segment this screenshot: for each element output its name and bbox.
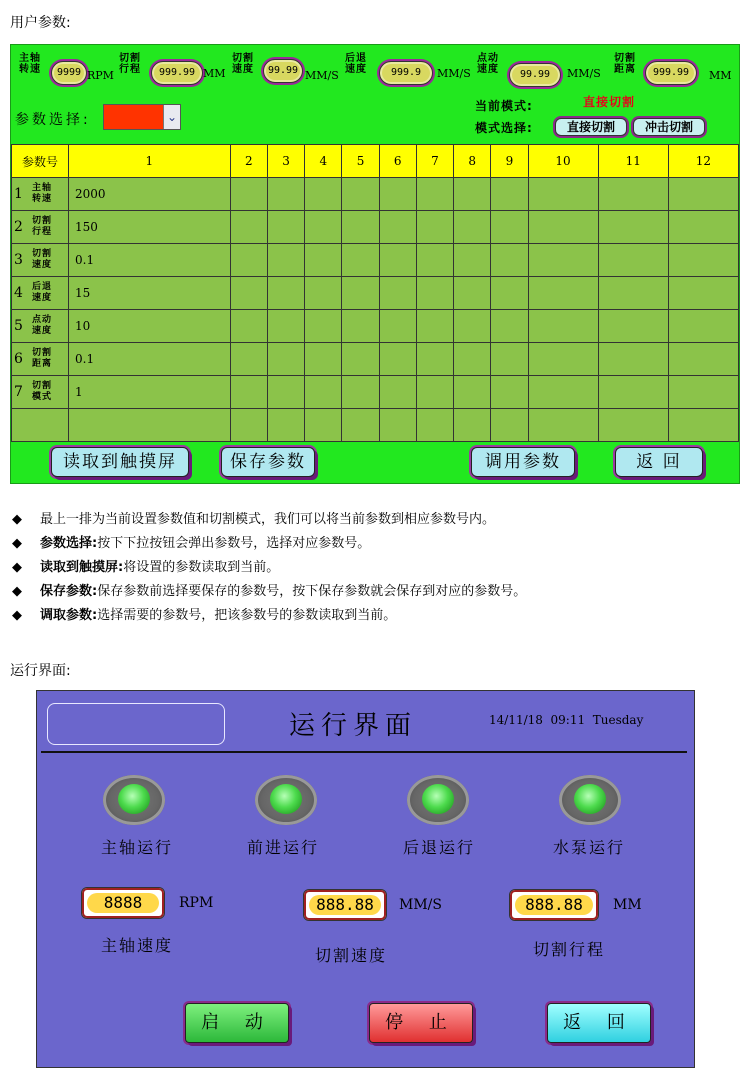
row-label-cell	[12, 376, 69, 409]
table-cell[interactable]	[491, 277, 528, 310]
table-cell[interactable]	[528, 244, 598, 277]
table-cell[interactable]	[230, 409, 267, 442]
row-number: 6	[14, 351, 23, 367]
back-button[interactable]: 返 回	[547, 1003, 651, 1043]
retreat-speed-input[interactable]: 999.9	[379, 61, 433, 85]
table-header-row	[12, 145, 739, 178]
table-row[interactable]	[12, 277, 739, 310]
user-params-panel	[10, 44, 740, 484]
table-cell[interactable]	[267, 211, 304, 244]
table-cell[interactable]	[230, 244, 267, 277]
table-header-cell: 11	[598, 145, 668, 178]
param-label-cut-speed: 切割 速度	[232, 53, 254, 75]
table-cell[interactable]	[668, 244, 738, 277]
diamond-bullet-icon: ◆	[12, 536, 22, 551]
table-cell[interactable]	[267, 178, 304, 211]
table-cell[interactable]	[491, 376, 528, 409]
table-cell[interactable]	[267, 310, 304, 343]
row-label-cell	[12, 277, 69, 310]
current-mode-value: 直接切割	[583, 95, 636, 109]
param-label-retreat-speed: 后退 速度	[345, 53, 367, 75]
row-label-cell	[12, 244, 69, 277]
table-cell[interactable]	[528, 376, 598, 409]
logo-box	[47, 703, 225, 745]
table-cell[interactable]	[305, 343, 342, 376]
row-param-name: 切割 距离	[32, 348, 53, 369]
cell-value: 1	[75, 385, 83, 399]
table-cell[interactable]	[342, 310, 379, 343]
table-cell[interactable]	[491, 211, 528, 244]
indicator-label: 主轴运行	[101, 838, 174, 857]
stop-button[interactable]: 停 止	[369, 1003, 473, 1043]
table-cell[interactable]	[598, 376, 668, 409]
table-cell[interactable]	[416, 178, 453, 211]
table-header-cell: 10	[528, 145, 598, 178]
diamond-bullet-icon: ◆	[12, 608, 22, 623]
indicator-label: 水泵运行	[553, 838, 626, 857]
table-cell[interactable]	[342, 376, 379, 409]
table-cell[interactable]	[598, 211, 668, 244]
table-header-cell: 3	[267, 145, 304, 178]
table-cell[interactable]	[454, 343, 491, 376]
table-cell[interactable]	[69, 211, 231, 244]
table-cell[interactable]	[305, 277, 342, 310]
param-label-cut-distance: 切割 距离	[614, 53, 636, 75]
table-cell[interactable]	[598, 178, 668, 211]
table-cell[interactable]	[416, 244, 453, 277]
start-button[interactable]: 启 动	[185, 1003, 289, 1043]
unit-mm: MM	[203, 67, 226, 80]
table-cell[interactable]	[379, 211, 416, 244]
table-header-cell: 7	[416, 145, 453, 178]
row-number: 1	[14, 186, 23, 202]
table-cell[interactable]	[491, 178, 528, 211]
table-cell[interactable]	[342, 244, 379, 277]
table-cell[interactable]	[267, 376, 304, 409]
table-cell[interactable]	[230, 310, 267, 343]
table-cell[interactable]	[598, 343, 668, 376]
table-cell[interactable]	[379, 277, 416, 310]
table-row[interactable]	[12, 376, 739, 409]
table-cell[interactable]	[305, 211, 342, 244]
chevron-down-icon[interactable]: ⌄	[163, 105, 180, 129]
param-select-dropdown[interactable]	[103, 104, 181, 130]
row-label-cell	[12, 310, 69, 343]
table-cell[interactable]	[454, 409, 491, 442]
datetime-display: 14/11/18 09:11 Tuesday	[489, 713, 644, 727]
table-cell[interactable]	[491, 343, 528, 376]
unit-mm-s: MM/S	[399, 897, 442, 913]
retreat-run-indicator-icon	[407, 775, 469, 825]
list-item: ◆ 读取到触摸屏:将设置的参数读取到当前。	[12, 556, 742, 580]
table-header-cell: 6	[379, 145, 416, 178]
cell-value: 0.1	[75, 253, 95, 267]
table-cell[interactable]	[69, 409, 231, 442]
row-number: 3	[14, 252, 23, 268]
table-cell[interactable]	[305, 310, 342, 343]
row-param-name: 切割 行程	[32, 216, 53, 237]
mode-select-label: 模式选择:	[475, 121, 533, 135]
table-cell[interactable]	[379, 244, 416, 277]
table-cell[interactable]	[416, 277, 453, 310]
table-cell[interactable]	[342, 343, 379, 376]
table-cell[interactable]	[416, 211, 453, 244]
table-cell[interactable]	[668, 277, 738, 310]
row-param-name: 主轴 转速	[32, 183, 53, 204]
current-mode-label: 当前模式:	[475, 99, 533, 113]
cell-value: 2000	[75, 187, 106, 201]
indicator-label: 前进运行	[247, 838, 320, 857]
table-cell[interactable]	[342, 211, 379, 244]
diamond-bullet-icon: ◆	[12, 584, 22, 599]
table-cell[interactable]	[528, 343, 598, 376]
table-cell[interactable]	[305, 409, 342, 442]
cut-distance-input[interactable]: 999.99	[645, 61, 697, 85]
table-cell[interactable]	[379, 310, 416, 343]
indicator-label: 后退运行	[403, 838, 476, 857]
cut-speed-input[interactable]: 99.99	[263, 59, 303, 83]
section-title-user-params: 用户参数:	[10, 15, 71, 31]
table-cell[interactable]	[454, 244, 491, 277]
param-label-jog-speed: 点动 速度	[477, 53, 499, 75]
save-params-button[interactable]: 保存参数	[221, 447, 315, 477]
table-cell[interactable]	[668, 376, 738, 409]
table-cell[interactable]	[230, 343, 267, 376]
table-header-cell: 4	[305, 145, 342, 178]
unit-mm: MM	[613, 897, 642, 913]
table-cell[interactable]	[668, 310, 738, 343]
table-cell[interactable]	[69, 244, 231, 277]
table-cell[interactable]	[528, 277, 598, 310]
table-cell[interactable]	[528, 178, 598, 211]
table-cell[interactable]	[69, 343, 231, 376]
row-param-name: 后退 速度	[32, 282, 53, 303]
table-cell[interactable]	[454, 277, 491, 310]
row-label-cell	[12, 178, 69, 211]
table-cell[interactable]	[230, 277, 267, 310]
cut-stroke-input[interactable]: 999.99	[151, 61, 203, 85]
table-header-cell: 1	[69, 145, 231, 178]
unit-rpm: RPM	[87, 69, 114, 82]
row-label-cell	[12, 343, 69, 376]
table-cell[interactable]	[454, 211, 491, 244]
table-cell[interactable]	[454, 310, 491, 343]
diamond-bullet-icon: ◆	[12, 512, 22, 527]
run-screen-panel	[36, 690, 695, 1068]
readout-label: 切割速度	[315, 946, 388, 965]
row-param-name: 点动 速度	[32, 315, 53, 336]
table-cell[interactable]	[528, 211, 598, 244]
table-cell[interactable]	[598, 310, 668, 343]
load-params-button[interactable]: 调用参数	[471, 447, 575, 477]
table-cell[interactable]	[598, 244, 668, 277]
row-param-name: 切割 速度	[32, 249, 53, 270]
table-cell[interactable]	[491, 310, 528, 343]
spindle-speed-input[interactable]: 9999	[51, 61, 87, 85]
table-cell[interactable]	[416, 343, 453, 376]
param-select-label: 参数选择:	[15, 112, 91, 128]
row-number: 7	[14, 384, 23, 400]
forward-run-indicator-icon	[255, 775, 317, 825]
cut-speed-readout: 888.88	[303, 889, 387, 921]
direct-cut-button[interactable]: 直接切割	[555, 118, 627, 136]
table-cell[interactable]	[230, 376, 267, 409]
table-cell[interactable]	[342, 277, 379, 310]
table-cell[interactable]	[267, 277, 304, 310]
impact-cut-button[interactable]: 冲击切割	[633, 118, 705, 136]
table-cell[interactable]	[598, 277, 668, 310]
row-number: 5	[14, 318, 23, 334]
unit-mm-s: MM/S	[305, 69, 339, 82]
table-row[interactable]	[12, 310, 739, 343]
list-item: ◆ 最上一排为当前设置参数值和切割模式，我们可以将当前参数到相应参数号内。	[12, 508, 742, 532]
table-cell[interactable]	[379, 376, 416, 409]
table-cell[interactable]	[69, 376, 231, 409]
table-cell[interactable]	[305, 376, 342, 409]
cell-value: 15	[75, 286, 91, 300]
unit-rpm: RPM	[179, 895, 214, 911]
param-label-spindle-speed: 主轴 转速	[19, 53, 41, 75]
readout-label: 切割行程	[533, 940, 606, 959]
table-header-cell: 5	[342, 145, 379, 178]
table-cell[interactable]	[230, 178, 267, 211]
list-item: ◆ 参数选择:按下下拉按钮会弹出参数号，选择对应参数号。	[12, 532, 742, 556]
list-item: ◆ 保存参数:保存参数前选择要保存的参数号，按下保存参数就会保存到对应的参数号。	[12, 580, 742, 604]
table-cell[interactable]	[379, 409, 416, 442]
spindle-speed-readout: 8888	[81, 887, 165, 919]
unit-mm-s: MM/S	[437, 67, 471, 80]
table-cell[interactable]	[668, 178, 738, 211]
table-cell[interactable]	[454, 178, 491, 211]
table-cell[interactable]	[342, 409, 379, 442]
unit-mm-s: MM/S	[567, 67, 601, 80]
table-cell[interactable]	[491, 409, 528, 442]
table-cell[interactable]	[379, 343, 416, 376]
table-cell[interactable]	[267, 409, 304, 442]
cut-stroke-readout: 888.88	[509, 889, 599, 921]
diamond-bullet-icon: ◆	[12, 560, 22, 575]
table-cell[interactable]	[668, 343, 738, 376]
table-row[interactable]	[12, 211, 739, 244]
row-param-name: 切割 模式	[32, 381, 53, 402]
table-cell[interactable]	[69, 277, 231, 310]
table-cell[interactable]	[528, 310, 598, 343]
section-title-run-screen: 运行界面:	[10, 663, 71, 679]
page-title: 运行界面	[289, 711, 418, 741]
table-header-cell: 2	[230, 145, 267, 178]
table-cell[interactable]	[416, 376, 453, 409]
table-header-cell: 12	[668, 145, 738, 178]
description-list	[12, 508, 742, 628]
table-cell[interactable]	[379, 178, 416, 211]
pump-run-indicator-icon	[559, 775, 621, 825]
row-number: 4	[14, 285, 23, 301]
table-cell[interactable]	[416, 310, 453, 343]
cell-value: 0.1	[75, 352, 95, 366]
table-cell[interactable]	[528, 409, 598, 442]
spindle-run-indicator-icon	[103, 775, 165, 825]
table-cell[interactable]	[230, 211, 267, 244]
table-header-cell: 9	[491, 145, 528, 178]
row-label-cell	[12, 211, 69, 244]
header-divider	[41, 751, 687, 753]
unit-mm: MM	[709, 69, 732, 82]
row-number: 2	[14, 219, 23, 235]
back-button[interactable]: 返 回	[615, 447, 703, 477]
table-cell[interactable]	[305, 244, 342, 277]
row-label-cell	[12, 409, 69, 442]
table-row[interactable]	[12, 178, 739, 211]
table-row[interactable]	[12, 244, 739, 277]
table-header-cell: 8	[454, 145, 491, 178]
table-cell[interactable]	[454, 376, 491, 409]
table-cell[interactable]	[69, 310, 231, 343]
list-item: ◆ 调取参数:选择需要的参数号，把该参数号的参数读取到当前。	[12, 604, 742, 628]
table-row[interactable]	[12, 409, 739, 442]
cell-value: 150	[75, 220, 98, 234]
table-cell[interactable]	[267, 244, 304, 277]
table-cell[interactable]	[69, 178, 231, 211]
table-cell[interactable]	[267, 343, 304, 376]
cell-value: 10	[75, 319, 91, 333]
table-cell[interactable]	[668, 211, 738, 244]
jog-speed-input[interactable]: 99.99	[509, 63, 561, 87]
table-cell[interactable]	[342, 178, 379, 211]
read-to-touchscreen-button[interactable]: 读取到触摸屏	[51, 447, 189, 477]
table-row[interactable]	[12, 343, 739, 376]
param-table	[11, 144, 739, 442]
table-header-cell: 参数号	[12, 145, 69, 178]
table-cell[interactable]	[668, 409, 738, 442]
readout-label: 主轴速度	[101, 936, 174, 955]
table-cell[interactable]	[598, 409, 668, 442]
param-label-cut-stroke: 切割 行程	[119, 53, 141, 75]
table-cell[interactable]	[305, 178, 342, 211]
table-cell[interactable]	[491, 244, 528, 277]
table-cell[interactable]	[416, 409, 453, 442]
